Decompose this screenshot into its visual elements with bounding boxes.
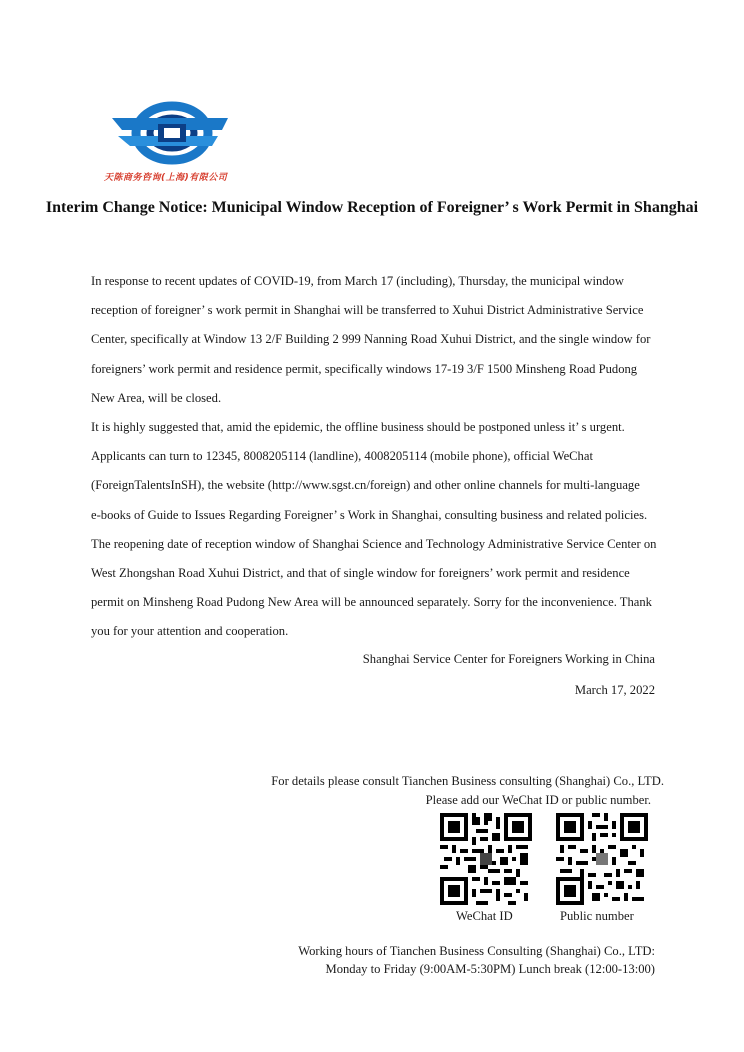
public-number-qr-code [556,813,648,905]
body-line: New Area, will be closed. [91,390,222,405]
signature-date: March 17, 2022 [574,683,655,697]
notice-body [91,267,661,647]
company-logo-text: 天陈商务咨询(上海)有限公司 [104,173,228,183]
qr-label-public: Public number [560,909,634,923]
hours-line: Working hours of Tianchen Business Consulting (Shanghai) Co., LTD: [298,944,655,958]
signature-org: Shanghai Service Center for Foreigners Working in China [362,652,655,666]
body-line: It is highly suggested that, amid the epidemic, the offline business should be postponed unless it’ s urgent. [91,420,625,435]
body-line: Center, specifically at Window 13 2/F Building 2 999 Nanning Road Xuhui District, and the single window for [91,332,651,347]
body-line: The reopening date of reception window of Shanghai Science and Technology Administrative Service Center on [91,536,657,551]
consult-line-2: Please add our WeChat ID or public number. [425,793,651,807]
body-line: West Zhongshan Road Xuhui District, and that of single window for foreigners’ work permit and residence [91,566,630,581]
body-line: you for your attention and cooperation. [91,624,289,639]
body-line: foreigners’ work permit and residence permit, specifically windows 17-19 3/F 1500 Minsheng Road Pudong [91,361,638,376]
page-title: Interim Change Notice: Municipal Window Reception of Foreigner’ s Work Permit in Shanghai [45,199,699,216]
body-line: permit on Minsheng Road Pudong New Area will be announced separately. Sorry for the inconvenience. Thank [91,595,652,610]
qr-label-wechat: WeChat ID [456,909,513,923]
hours-line-2: Monday to Friday (9:00AM-5:30PM) Lunch break (12:00-13:00) [325,962,655,976]
body-line: In response to recent updates of COVID-19, from March 17 (including), Thursday, the municipal window [91,274,625,288]
body-line: Applicants can turn to 12345, 8008205114 (landline), 4008205114 (mobile phone), official WeChat [91,449,593,464]
consult-line: For details please consult Tianchen Business consulting (Shanghai) Co., LTD. [271,774,664,788]
wechat-qr-code [440,813,532,905]
body-line: (ForeignTalentsInSH), the website (http://www.sgst.cn/foreign) and other online channels for multi-language [91,478,640,493]
body-line: reception of foreigner’ s work permit in Shanghai will be transferred to Xuhui District Administrative Service [91,303,644,318]
body-line: e-books of Guide to Issues Regarding Foreigner’ s Work in Shanghai, consulting business and related policies. [91,507,648,522]
